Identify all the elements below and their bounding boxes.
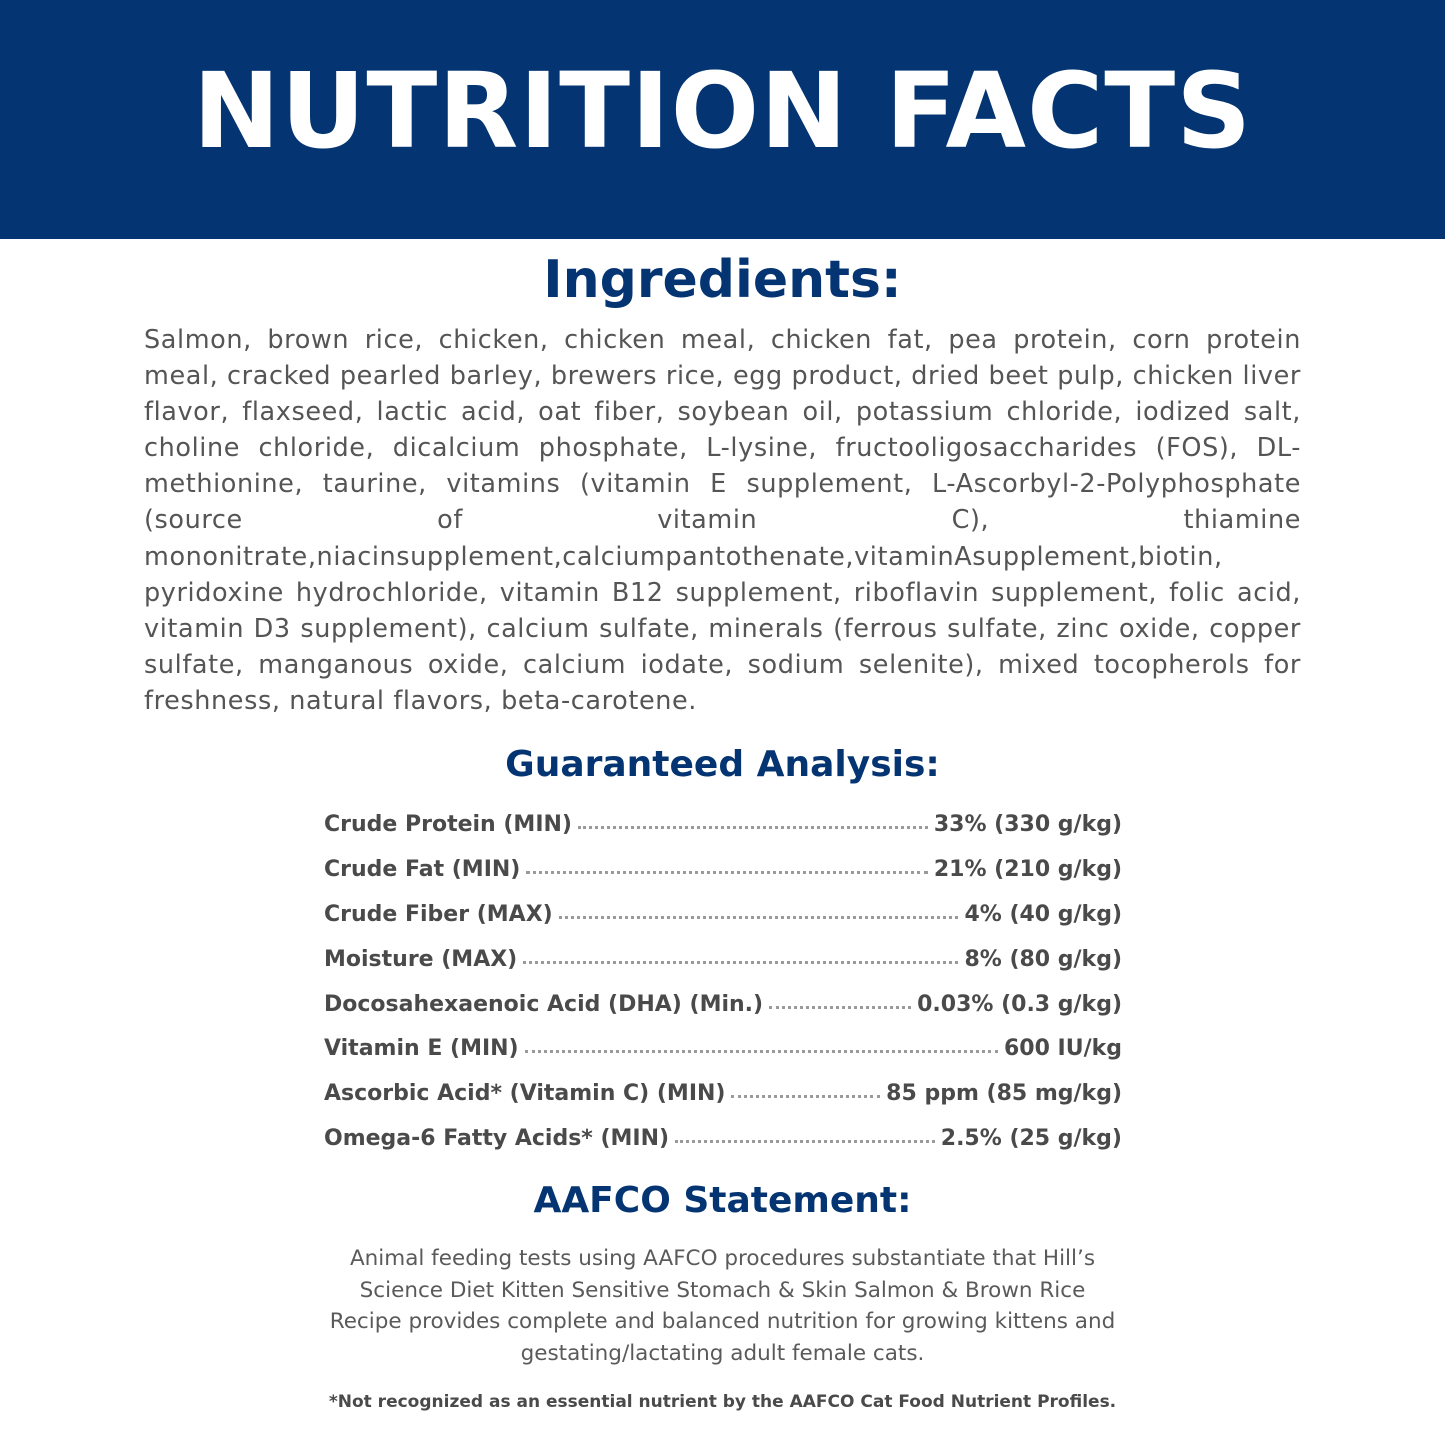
analysis-row — [324, 1036, 1122, 1081]
nutrient-value: 33% (330 g/kg) — [933, 812, 1122, 837]
footnote: *Not recognized as an essential nutrient by the AAFCO Cat Food Nutrient Profiles. — [328, 1392, 1117, 1412]
nutrient-value: 4% (40 g/kg) — [964, 901, 1122, 927]
dot-leader — [578, 826, 928, 829]
guaranteed-analysis-table — [324, 812, 1122, 1171]
dot-leader — [523, 961, 958, 964]
page-title: NUTRITION FACTS — [192, 49, 1253, 172]
analysis-row — [324, 1126, 1122, 1171]
dot-leader — [769, 1006, 911, 1009]
analysis-row — [324, 1081, 1122, 1126]
nutrient-value: 2.5% (25 g/kg) — [940, 1126, 1122, 1152]
nutrient-name: Docosahexaenoic Acid (DHA) (Min.) — [324, 991, 764, 1017]
dot-leader — [675, 1140, 935, 1143]
ingredients-list: Salmon, brown rice, chicken, chicken meal, chicken fat, pea protein, corn protein meal, cracked pearled barley, brewers rice, egg product, dried beet pulp, chicken liver flavor, flaxseed, lactic acid, oat fiber, soybean oil, potassium chloride, iodized salt, choline chloride, dicalcium phosphate, L-lysine, fructooligosaccharides (FOS), DL-methionine, taurine, vitamins (vitamin E supplement, L-Ascorbyl-2-Polyphosphate (source of vitamin C), thiamine mononitrate,niacinsupplement,calciumpantothenate,vitaminAsupplement,biotin, pyridoxine hydrochloride, vitamin B12 supplement, riboflavin supplement, folic acid, vitamin D3 supplement), calcium sulfate, minerals (ferrous sulfate, zinc oxide, copper sulfate, manganous oxide, calcium iodate, sodium selenite), mixed tocopherols for freshness, natural flavors, beta-carotene. — [144, 325, 1301, 716]
dot-leader — [731, 1095, 880, 1098]
nutrient-name: Vitamin E (MIN) — [324, 1036, 519, 1062]
analysis-row — [324, 812, 1122, 857]
nutrient-name: Moisture (MAX) — [324, 946, 518, 972]
nutrient-value: 21% (210 g/kg) — [933, 856, 1122, 882]
title-banner — [0, 0, 1445, 239]
analysis-row — [324, 947, 1122, 992]
guaranteed-analysis-heading: Guaranteed Analysis: — [505, 744, 940, 785]
nutrient-name: Ascorbic Acid* (Vitamin C) (MIN) — [324, 1081, 726, 1107]
nutrient-name: Crude Fiber (MAX) — [324, 901, 553, 927]
dot-leader — [559, 916, 959, 919]
nutrient-name: Omega-6 Fatty Acids* (MIN) — [324, 1126, 670, 1152]
aafco-statement-text: Animal feeding tests using AAFCO procedures substantiate that Hill’s Science Diet Kitten Sensitive Stomach & Skin Salmon & Brown Rice Recipe provides complete and balanced nutrition for growing kittens and gestating/lactating adult female cats. — [329, 1246, 1116, 1366]
dot-leader — [525, 1050, 998, 1053]
aafco-statement-heading: AAFCO Statement: — [533, 1180, 912, 1221]
ingredients-heading: Ingredients: — [543, 250, 902, 310]
dot-leader — [526, 871, 927, 874]
nutrient-value: 0.03% (0.3 g/kg) — [917, 991, 1122, 1017]
nutrient-value: 85 ppm (85 mg/kg) — [886, 1081, 1122, 1107]
analysis-row — [324, 857, 1122, 902]
analysis-row — [324, 902, 1122, 947]
nutrient-name: Crude Fat (MIN) — [324, 856, 521, 882]
nutrient-name: Crude Protein (MIN) — [324, 812, 572, 837]
nutrient-value: 600 IU/kg — [1003, 1036, 1122, 1062]
nutrient-value: 8% (80 g/kg) — [964, 946, 1122, 972]
analysis-row — [324, 992, 1122, 1037]
